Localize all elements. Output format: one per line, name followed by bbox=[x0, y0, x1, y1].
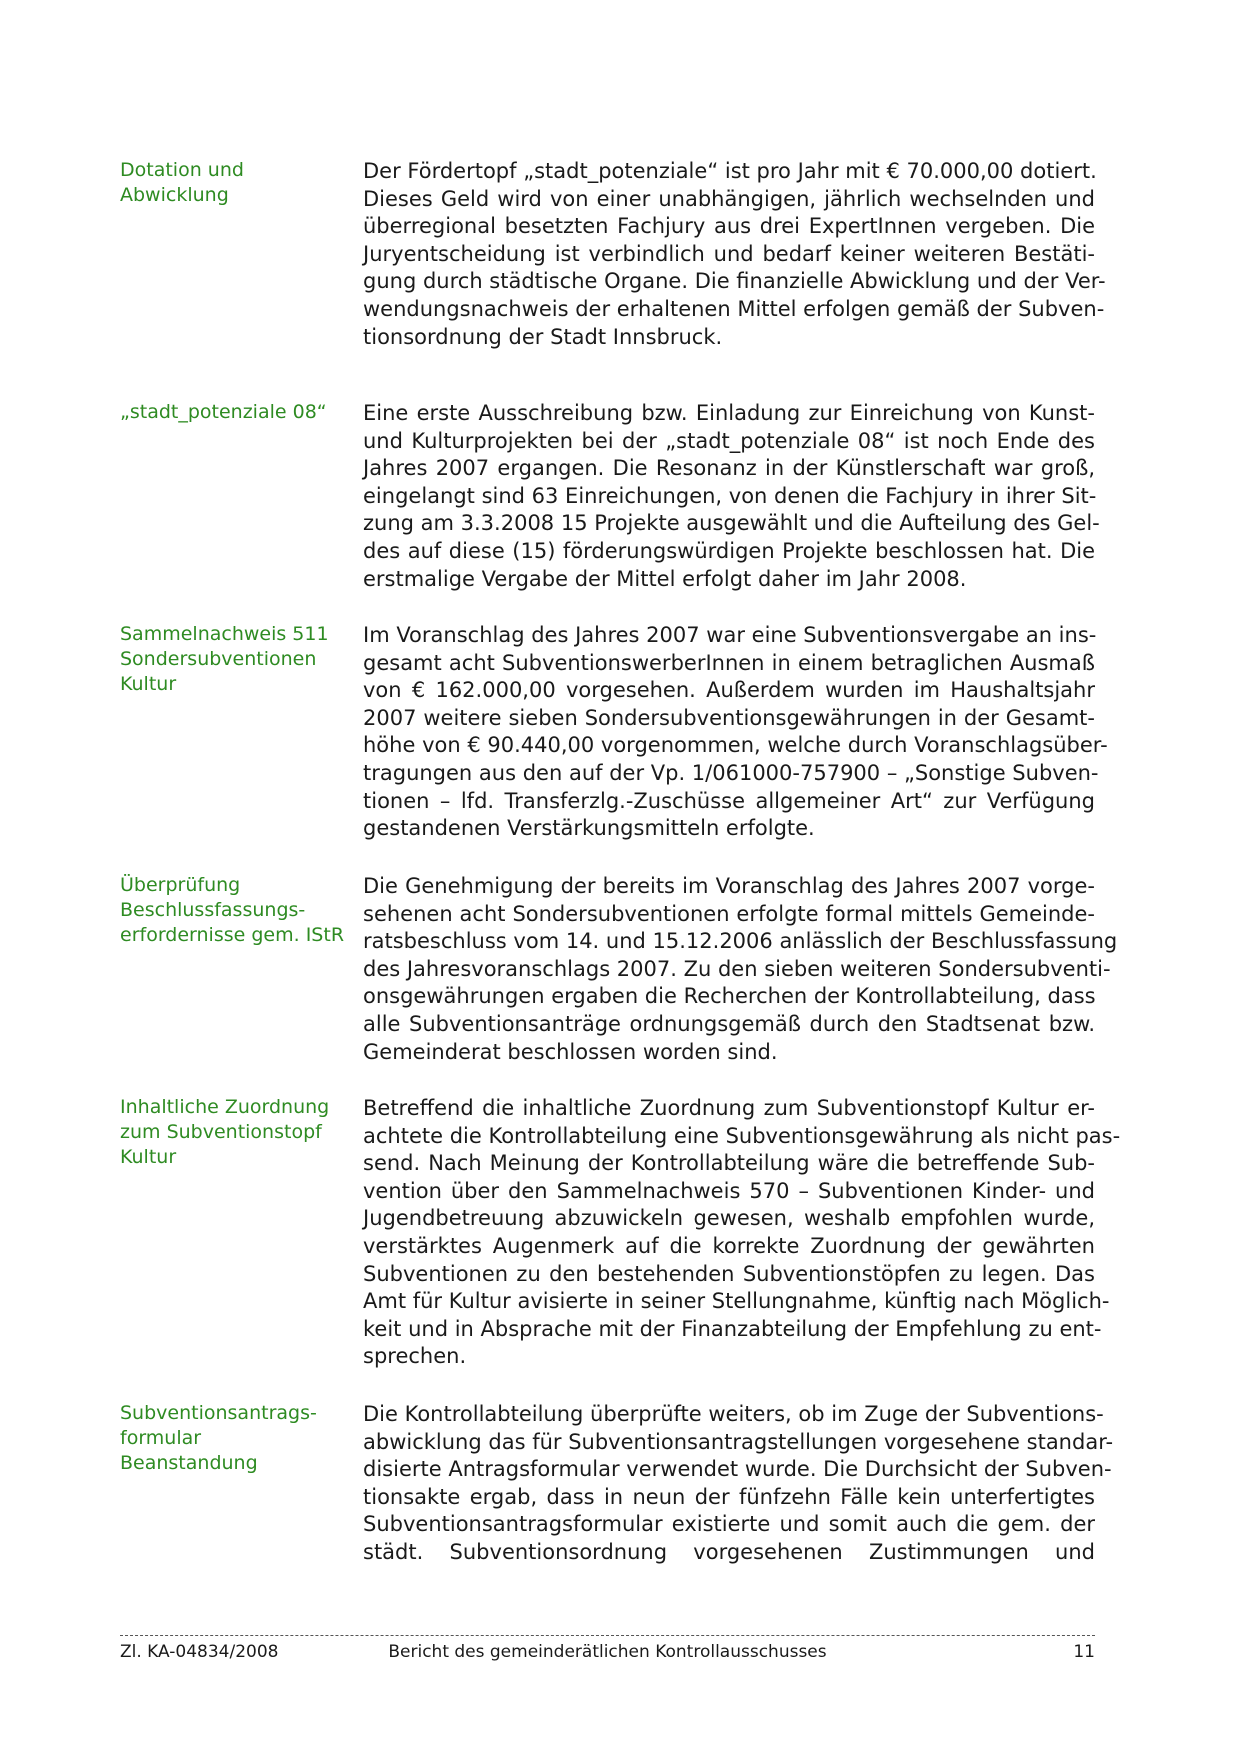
paragraph-line: und Kulturprojekten bei der „stadt_potenziale 08“ ist noch Ende des bbox=[363, 428, 1095, 453]
paragraph-line: Juryentscheidung ist verbindlich und bedarf keiner weiteren Bestäti- bbox=[363, 241, 1095, 266]
paragraph-line: onsgewährungen ergaben die Recherchen der Kontrollabteilung, dass bbox=[363, 984, 1096, 1009]
paragraph-line: Dieses Geld wird von einer unabhängigen, jährlich wechselnden und bbox=[363, 186, 1095, 211]
margin-label-line: Kultur bbox=[120, 673, 177, 695]
paragraph-line: gung durch städtische Organe. Die finanzielle Abwicklung und der Ver- bbox=[363, 269, 1106, 294]
paragraph-line: Der Fördertopf „stadt_potenziale“ ist pro Jahr mit € 70.000,00 dotiert. bbox=[363, 159, 1097, 183]
margin-label-line: Kultur bbox=[120, 1146, 177, 1168]
paragraph-line: verstärktes Augenmerk auf die korrekte Zuordnung der gewährten bbox=[363, 1233, 1095, 1258]
paragraph-line: ratsbeschluss vom 14. und 15.12.2006 anlässlich der Beschlussfassung bbox=[363, 929, 1118, 954]
paragraph-line: erstmalige Vergabe der Mittel erfolgt daher im Jahr 2008. bbox=[363, 566, 967, 591]
paragraph-line: tionsordnung der Stadt Innsbruck. bbox=[363, 324, 723, 349]
paragraph-line: von € 162.000,00 vorgesehen. Außerdem wurden im Haushaltsjahr bbox=[363, 678, 1095, 703]
paragraph-line: gestandenen Verstärkungsmitteln erfolgte. bbox=[363, 816, 815, 841]
paragraph-line: abwicklung das für Subventionsantragstellungen vorgesehene standar- bbox=[363, 1429, 1114, 1454]
margin-label-line: Sondersubventionen bbox=[120, 648, 317, 670]
margin-label bbox=[120, 158, 350, 208]
paragraph-line: tragungen aus den auf der Vp. 1/061000-757900 – „Sonstige Subven- bbox=[363, 760, 1099, 785]
paragraph-line: vention über den Sammelnachweis 570 – Subventionen Kinder- und bbox=[363, 1178, 1095, 1203]
paragraph-line: tionen – lfd. Transferzlg.-Zuschüsse allgemeiner Art“ zur Verfügung bbox=[363, 788, 1095, 813]
paragraph-line: Subventionen zu den bestehenden Subventionstöpfen zu legen. Das bbox=[363, 1261, 1095, 1286]
paragraph-line: Jugendbetreuung abzuwickeln gewesen, weshalb empfohlen wurde, bbox=[363, 1206, 1095, 1231]
paragraph-line: Gemeinderat beschlossen worden sind. bbox=[363, 1039, 778, 1064]
margin-label bbox=[120, 1401, 350, 1476]
paragraph-line: 2007 weitere sieben Sondersubventionsgewährungen in der Gesamt- bbox=[363, 705, 1095, 730]
paragraph-line: Im Voranschlag des Jahres 2007 war eine Subventionsvergabe an ins- bbox=[363, 623, 1097, 647]
paragraph-line: keit und in Absprache mit der Finanzabteilung der Empfehlung zu ent- bbox=[363, 1316, 1102, 1341]
paragraph-line: zung am 3.3.2008 15 Projekte ausgewählt und die Aufteilung des Gel- bbox=[363, 511, 1100, 536]
paragraph-line: Die Kontrollabteilung überprüfte weiters, ob im Zuge der Subventions- bbox=[363, 1402, 1104, 1426]
footer-divider bbox=[120, 1635, 1095, 1636]
margin-label-line: formular bbox=[120, 1427, 202, 1449]
margin-label bbox=[120, 622, 350, 697]
paragraph-line: gesamt acht SubventionswerberInnen in einem betraglichen Ausmaß bbox=[363, 650, 1095, 675]
margin-label-line: Beschlussfassungs- bbox=[120, 899, 306, 921]
paragraph-line: des auf diese (15) förderungswürdigen Projekte beschlossen hat. Die bbox=[363, 538, 1095, 563]
margin-label-line: erfordernisse gem. IStR bbox=[120, 924, 345, 946]
margin-label-line: Sammelnachweis 511 bbox=[120, 623, 329, 645]
margin-label-line: Überprüfung bbox=[120, 874, 241, 896]
paragraph bbox=[363, 1095, 1121, 1371]
paragraph-line: tionsakte ergab, dass in neun der fünfzehn Fälle kein unterfertigtes bbox=[363, 1484, 1095, 1509]
paragraph-line: städt. Subventionsordnung vorgesehenen Zustimmungen und bbox=[363, 1539, 1095, 1564]
paragraph-line: alle Subventionsanträge ordnungsgemäß durch den Stadtsenat bzw. bbox=[363, 1011, 1095, 1036]
paragraph-line: des Jahresvoranschlags 2007. Zu den sieben weiteren Sondersubventi- bbox=[363, 956, 1111, 981]
margin-label bbox=[120, 873, 350, 948]
paragraph bbox=[363, 622, 1108, 843]
paragraph-line: Eine erste Ausschreibung bzw. Einladung zur Einreichung von Kunst- bbox=[363, 401, 1095, 425]
paragraph-line: Die Genehmigung der bereits im Voranschlag des Jahres 2007 vorge- bbox=[363, 874, 1095, 898]
page-number: 11 bbox=[1073, 1642, 1095, 1662]
paragraph-line: höhe von € 90.440,00 vorgenommen, welche durch Voranschlagsüber- bbox=[363, 733, 1108, 758]
paragraph-line: achtete die Kontrollabteilung eine Subventionsgewährung als nicht pas- bbox=[363, 1123, 1121, 1148]
margin-label-line: Beanstandung bbox=[120, 1452, 258, 1474]
margin-label-line: Inhaltliche Zuordnung bbox=[120, 1096, 330, 1118]
paragraph-line: wendungsnachweis der erhaltenen Mittel erfolgen gemäß der Subven- bbox=[363, 296, 1105, 321]
paragraph-line: eingelangt sind 63 Einreichungen, von denen die Fachjury in ihrer Sit- bbox=[363, 483, 1097, 508]
paragraph-line: Jahres 2007 ergangen. Die Resonanz in der Künstlerschaft war groß, bbox=[363, 456, 1095, 481]
margin-label-line: Subventionsantrags- bbox=[120, 1402, 317, 1424]
paragraph bbox=[363, 1401, 1114, 1567]
paragraph bbox=[363, 400, 1100, 593]
paragraph-line: disierte Antragsformular verwendet wurde. Die Durchsicht der Subven- bbox=[363, 1457, 1112, 1482]
paragraph-line: sprechen. bbox=[363, 1344, 467, 1369]
document-reference: Zl. KA-04834/2008 bbox=[120, 1642, 279, 1662]
paragraph-line: Subventionsantragsformular existierte und somit auch die gem. der bbox=[363, 1512, 1095, 1537]
margin-label-line: Abwicklung bbox=[120, 184, 229, 206]
paragraph-line: überregional besetzten Fachjury aus drei ExpertInnen vergeben. Die bbox=[363, 214, 1095, 239]
paragraph-line: Betreffend die inhaltliche Zuordnung zum Subventionstopf Kultur er- bbox=[363, 1096, 1095, 1120]
paragraph bbox=[363, 873, 1118, 1066]
paragraph-line: send. Nach Meinung der Kontrollabteilung wäre die betreffende Sub- bbox=[363, 1151, 1095, 1176]
margin-label-line: „stadt_potenziale 08“ bbox=[120, 401, 327, 423]
margin-label-line: zum Subventionstopf bbox=[120, 1121, 322, 1143]
paragraph-line: Amt für Kultur avisierte in seiner Stellungnahme, künftig nach Möglich- bbox=[363, 1289, 1110, 1314]
footer-title: Bericht des gemeinderätlichen Kontrollausschusses bbox=[388, 1642, 827, 1662]
paragraph-line: sehenen acht Sondersubventionen erfolgte formal mittels Gemeinde- bbox=[363, 901, 1095, 926]
margin-label bbox=[120, 400, 350, 425]
paragraph bbox=[363, 158, 1106, 351]
margin-label-line: Dotation und bbox=[120, 159, 244, 181]
margin-label bbox=[120, 1095, 350, 1170]
